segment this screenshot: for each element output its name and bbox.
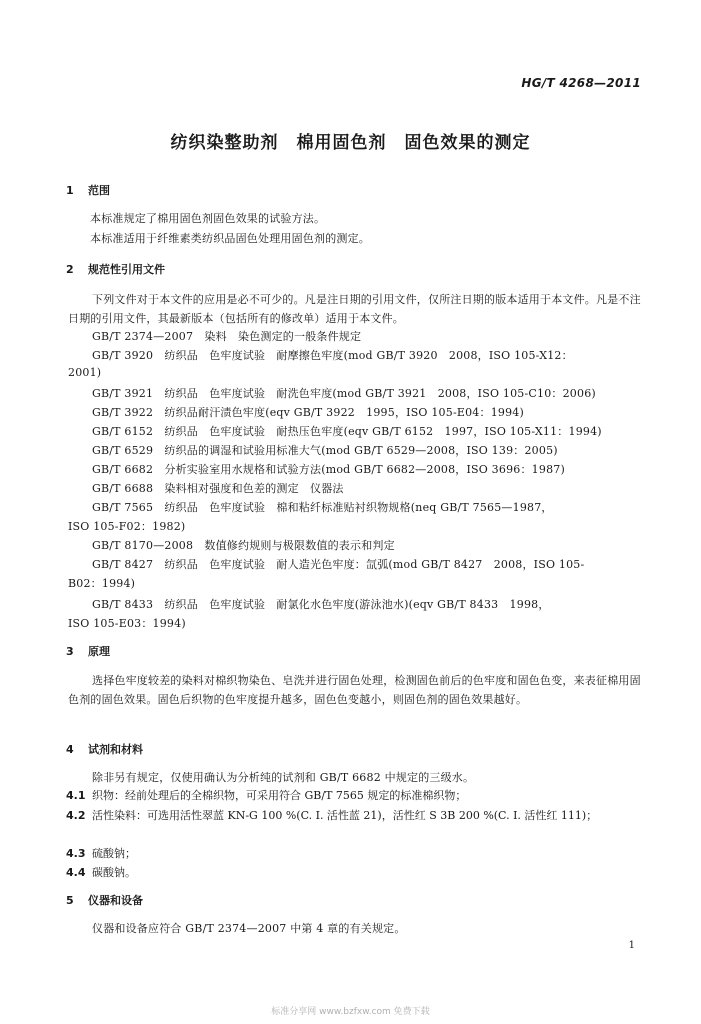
list-item <box>66 786 642 805</box>
reference-item: GB/T 6152 纺织品 色牢度试验 耐热压色牢度(eqv GB/T 6152 1997，ISO 105-X11：1994) <box>92 425 602 438</box>
item-number: 4.3 <box>66 847 86 860</box>
document-title: 纺织染整助剂 棉用固色剂 固色效果的测定 <box>170 133 531 153</box>
reference-item: GB/T 6688 染料相对强度和色差的测定 仪器法 <box>92 482 344 495</box>
reference-item: GB/T 6682 分析实验室用水规格和试验方法(mod GB/T 6682—2008，ISO 3696：1987) <box>92 463 565 476</box>
reference-item: GB/T 3920 纺织品 色牢度试验 耐摩擦色牢度(mod GB/T 3920 2008，ISO 105-X12： <box>92 349 573 362</box>
section-title: 试剂和材料 <box>88 743 143 756</box>
paragraph: 选择色牢度较差的染料对棉织物染色、皂洗并进行固色处理，检测固色前后的色牢度和固色色变，来表征棉用固色剂的固色效果。固色后织物的色牢度提升越多，固色色变越小，则固色剂的固色效果越好。 <box>68 674 641 706</box>
section-title: 范围 <box>88 184 110 197</box>
reference-item: GB/T 8170—2008 数值修约规则与极限数值的表示和判定 <box>92 539 395 552</box>
reference-item: GB/T 7565 纺织品 色牢度试验 棉和粘纤标准贴衬织物规格(neq GB/T 7565—1987， <box>92 501 553 514</box>
reference-item: GB/T 2374—2007 染料 染色测定的一般条件规定 <box>92 330 362 343</box>
item-text: 活性染料：可选用活性翠蓝 KN-G 100 %(C. I. 活性蓝 21)，活性红 S 3B 200 %(C. I. 活性红 111)； <box>92 809 598 822</box>
item-text: 织物：经前处理后的全棉织物，可采用符合 GB/T 7565 规定的标准棉织物； <box>92 789 467 802</box>
section-1-heading <box>66 182 110 198</box>
list-item <box>66 806 642 825</box>
item-number: 4.1 <box>66 789 86 802</box>
standard-code: HG/T 4268—2011 <box>521 76 641 90</box>
reference-item: GB/T 3921 纺织品 色牢度试验 耐洗色牢度(mod GB/T 3921 2008，ISO 105-C10：2006) <box>92 387 596 400</box>
paragraph: 本标准规定了棉用固色剂固色效果的试验方法。 <box>90 212 326 225</box>
reference-item: B02：1994) <box>68 577 136 590</box>
reference-item: 2001) <box>68 366 102 379</box>
section-title: 仪器和设备 <box>88 894 143 907</box>
section-4-heading <box>66 741 143 757</box>
item-number: 4.2 <box>66 809 86 822</box>
item-text: 硫酸钠； <box>92 847 136 860</box>
section-number: 2 <box>66 263 74 276</box>
reference-item: GB/T 8427 纺织品 色牢度试验 耐人造光色牢度：氙弧(mod GB/T 8427 2008，ISO 105- <box>92 558 585 571</box>
section-number: 5 <box>66 894 74 907</box>
section-number: 3 <box>66 645 74 658</box>
reference-item: GB/T 3922 纺织品耐汗渍色牢度(eqv GB/T 3922 1995，ISO 105-E04：1994) <box>92 406 524 419</box>
paragraph: 本标准适用于纤维素类纺织品固色处理用固色剂的测定。 <box>90 232 370 245</box>
item-text: 碳酸钠。 <box>92 866 136 879</box>
section-number: 1 <box>66 184 74 197</box>
paragraph: 除非另有规定，仅使用确认为分析纯的试剂和 GB/T 6682 中规定的三级水。 <box>92 771 475 784</box>
watermark-footer: 标准分享网 www.bzfxw.com 免费下载 <box>271 1007 430 1017</box>
section-5-heading <box>66 892 143 908</box>
item-number: 4.4 <box>66 866 86 879</box>
reference-item: ISO 105-F02：1982) <box>68 520 186 533</box>
section-2-heading <box>66 261 165 277</box>
section-title: 原理 <box>88 645 110 658</box>
page-number: 1 <box>628 940 635 951</box>
list-item <box>66 844 642 863</box>
section-3-heading <box>66 643 110 659</box>
paragraph: 仪器和设备应符合 GB/T 2374—2007 中第 4 章的有关规定。 <box>92 922 406 935</box>
reference-item: GB/T 6529 纺织品的调湿和试验用标准大气(mod GB/T 6529—2008，ISO 139：2005) <box>92 444 558 457</box>
paragraph: 下列文件对于本文件的应用是必不可少的。凡是注日期的引用文件，仅所注日期的版本适用于本文件。凡是不注日期的引用文件，其最新版本（包括所有的修改单）适用于本文件。 <box>68 293 641 325</box>
reference-item: GB/T 8433 纺织品 色牢度试验 耐氯化水色牢度(游泳池水)(eqv GB/T 8433 1998， <box>92 598 550 611</box>
section-number: 4 <box>66 743 74 756</box>
reference-item: ISO 105-E03：1994) <box>68 617 186 630</box>
section-title: 规范性引用文件 <box>88 263 165 276</box>
list-item <box>66 863 642 882</box>
